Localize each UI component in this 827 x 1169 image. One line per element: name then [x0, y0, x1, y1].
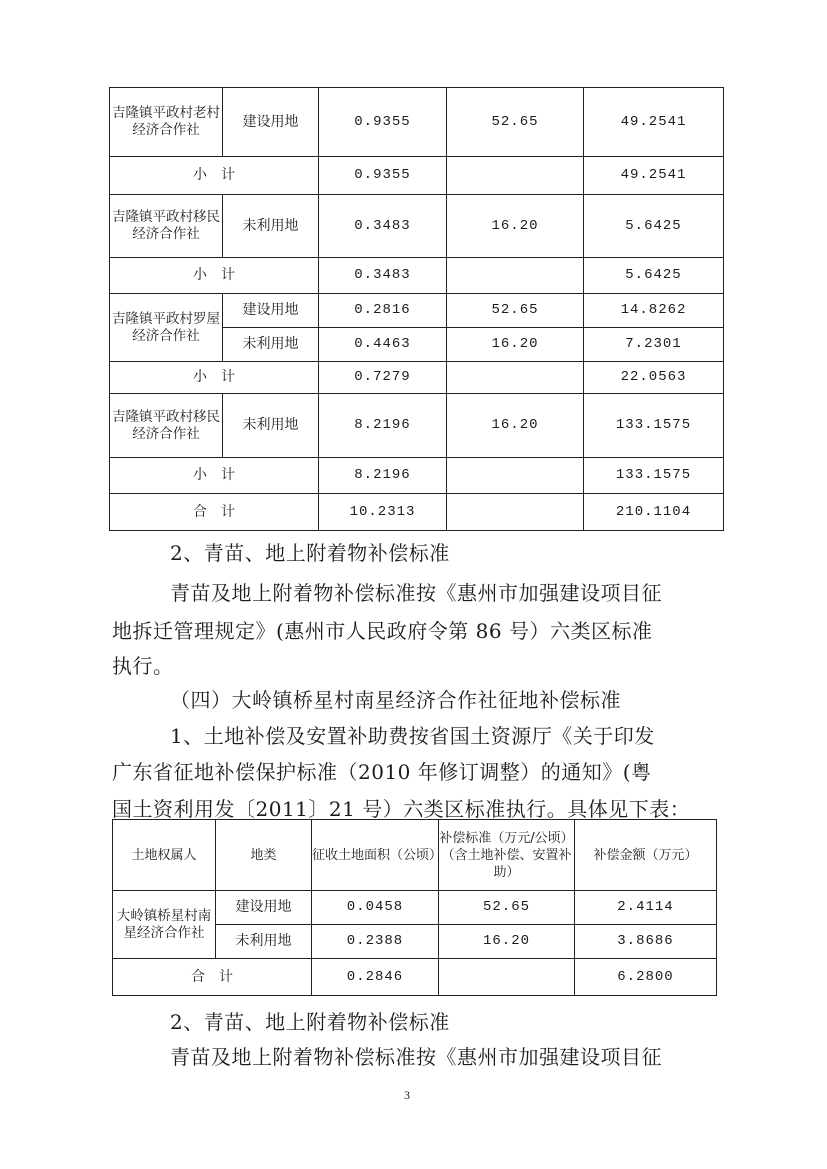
land-type-cell: 未利用地 — [223, 195, 319, 258]
subtotal-label: 小 计 — [110, 458, 319, 494]
paragraph-line: 执行。 — [112, 654, 174, 678]
owner-cell: 大岭镇桥星村南星经济合作社 — [113, 891, 216, 959]
table-row — [113, 891, 717, 925]
header-row — [113, 820, 717, 891]
table-row — [110, 294, 724, 328]
empty-cell — [447, 258, 584, 294]
rate-cell: 16.20 — [447, 394, 584, 458]
amount-cell: 49.2541 — [584, 88, 724, 157]
subtotal-row — [110, 458, 724, 494]
header-area: 征收土地面积（公顷） — [312, 820, 439, 891]
area-cell: 0.9355 — [319, 88, 447, 157]
table-row — [110, 88, 724, 157]
amount-cell: 3.8686 — [575, 925, 717, 959]
paragraph-line: 青苗及地上附着物补偿标准按《惠州市加强建设项目征 — [170, 581, 662, 605]
rate-cell: 52.65 — [439, 891, 575, 925]
empty-cell — [447, 494, 584, 531]
land-type-cell: 建设用地 — [216, 891, 312, 925]
paragraph-line: 地拆迁管理规定》(惠州市人民政府令第 86 号）六类区标准 — [112, 619, 653, 643]
subtotal-label: 小 计 — [110, 362, 319, 394]
amount-cell: 133.1575 — [584, 458, 724, 494]
amount-cell: 6.2800 — [575, 959, 717, 996]
owner-cell: 吉隆镇平政村老村经济合作社 — [110, 88, 223, 157]
compensation-table-1 — [109, 87, 724, 531]
header-owner: 土地权属人 — [113, 820, 216, 891]
amount-cell: 49.2541 — [584, 157, 724, 195]
total-row — [113, 959, 717, 996]
empty-cell — [447, 362, 584, 394]
section-heading-daling: （四）大岭镇桥星村南星经济合作社征地补偿标准 — [170, 688, 621, 712]
amount-cell: 2.4114 — [575, 891, 717, 925]
land-type-cell: 建设用地 — [223, 294, 319, 328]
area-cell: 0.3483 — [319, 195, 447, 258]
total-label: 合 计 — [110, 494, 319, 531]
area-cell: 0.9355 — [319, 157, 447, 195]
area-cell: 0.4463 — [319, 328, 447, 362]
area-cell: 0.2388 — [312, 925, 439, 959]
area-cell: 8.2196 — [319, 394, 447, 458]
amount-cell: 5.6425 — [584, 258, 724, 294]
header-land-type: 地类 — [216, 820, 312, 891]
area-cell: 0.0458 — [312, 891, 439, 925]
page-number: 3 — [404, 1088, 410, 1102]
amount-cell: 7.2301 — [584, 328, 724, 362]
section-heading-seedlings-2: 2、青苗、地上附着物补偿标准 — [170, 1010, 450, 1034]
paragraph-line: 1、土地补偿及安置补助费按省国土资源厅《关于印发 — [170, 724, 655, 748]
area-cell: 0.7279 — [319, 362, 447, 394]
area-cell: 0.3483 — [319, 258, 447, 294]
rate-cell: 52.65 — [447, 294, 584, 328]
owner-cell: 吉隆镇平政村移民经济合作社 — [110, 394, 223, 458]
empty-cell — [447, 458, 584, 494]
land-type-cell: 未利用地 — [223, 394, 319, 458]
area-cell: 0.2816 — [319, 294, 447, 328]
area-cell: 0.2846 — [312, 959, 439, 996]
amount-cell: 14.8262 — [584, 294, 724, 328]
section-heading-seedlings: 2、青苗、地上附着物补偿标准 — [170, 541, 450, 565]
rate-cell: 16.20 — [447, 195, 584, 258]
subtotal-row — [110, 362, 724, 394]
subtotal-row — [110, 258, 724, 294]
subtotal-label: 小 计 — [110, 258, 319, 294]
area-cell: 10.2313 — [319, 494, 447, 531]
amount-cell: 5.6425 — [584, 195, 724, 258]
total-row — [110, 494, 724, 531]
land-type-cell: 未利用地 — [223, 328, 319, 362]
paragraph-line: 国土资利用发〔2011〕21 号）六类区标准执行。具体见下表： — [112, 797, 691, 821]
total-label: 合 计 — [113, 959, 312, 996]
subtotal-label: 小 计 — [110, 157, 319, 195]
amount-cell: 210.1104 — [584, 494, 724, 531]
compensation-table-2 — [112, 819, 717, 996]
rate-cell: 16.20 — [439, 925, 575, 959]
owner-cell: 吉隆镇平政村移民经济合作社 — [110, 195, 223, 258]
table-row — [110, 195, 724, 258]
rate-cell: 16.20 — [447, 328, 584, 362]
owner-cell: 吉隆镇平政村罗屋经济合作社 — [110, 294, 223, 362]
area-cell: 8.2196 — [319, 458, 447, 494]
table-row — [110, 394, 724, 458]
empty-cell — [447, 157, 584, 195]
land-type-cell: 未利用地 — [216, 925, 312, 959]
empty-cell — [439, 959, 575, 996]
header-rate: 补偿标准（万元/公顷）（含土地补偿、安置补助） — [439, 820, 575, 891]
rate-cell: 52.65 — [447, 88, 584, 157]
paragraph-line: 青苗及地上附着物补偿标准按《惠州市加强建设项目征 — [170, 1045, 662, 1069]
amount-cell: 22.0563 — [584, 362, 724, 394]
amount-cell: 133.1575 — [584, 394, 724, 458]
subtotal-row — [110, 157, 724, 195]
paragraph-line: 广东省征地补偿保护标准（2010 年修订调整）的通知》(粤 — [112, 760, 652, 784]
land-type-cell: 建设用地 — [223, 88, 319, 157]
header-amount: 补偿金额（万元） — [575, 820, 717, 891]
